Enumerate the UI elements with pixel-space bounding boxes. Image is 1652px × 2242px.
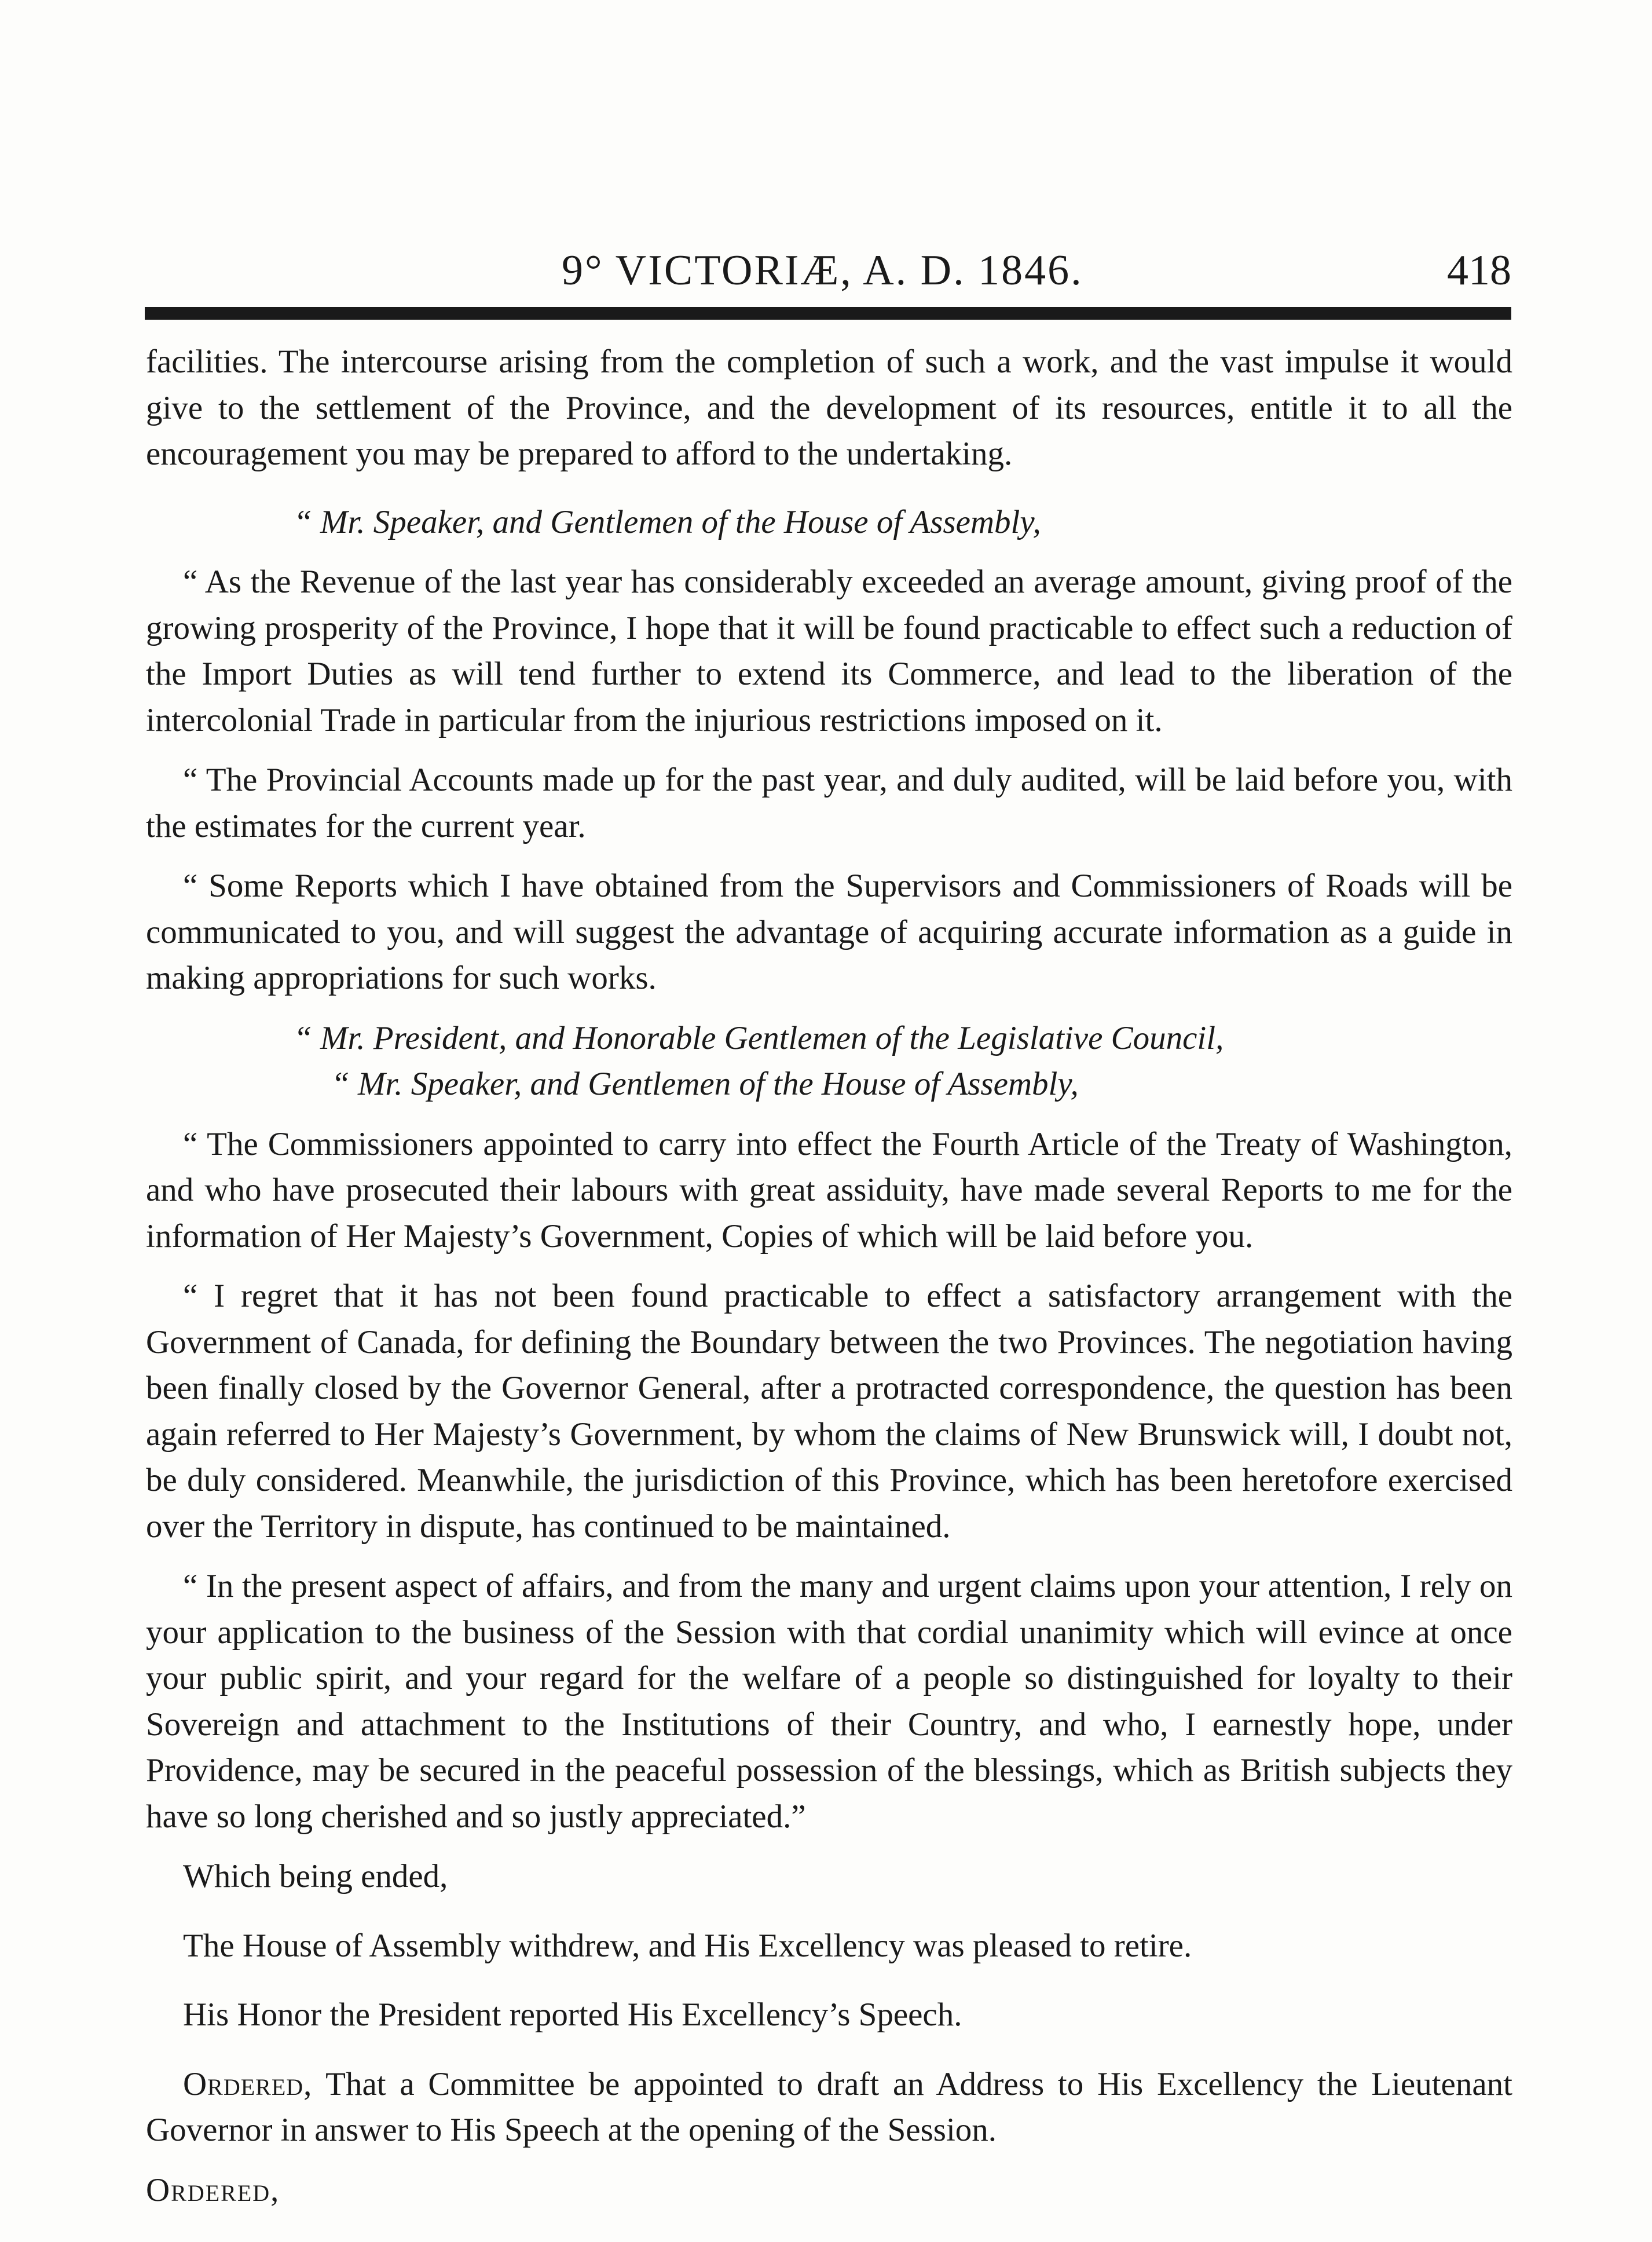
paragraph-house-withdrew: The House of Assembly withdrew, and His Excellency was pleased to retire.: [183, 1927, 1192, 1964]
paragraph-conclusion: “ In the present aspect of affairs, and from the many and urgent claims upon your attention, I rely on your application to the business of the Session with that cordial unanimity which will evince at once your public spirit, and your regard for the welfare of a people so distinguished for loyalty to their Sovereign and attachment to the Institutions of their Country, and who, I earnestly hope, under Providence, may be secured in the peaceful possession of the blessings, which as British subjects they have so long cherished and so justly appreciated.”: [146, 1568, 1512, 1835]
paragraph-president-reported: His Honor the President reported His Excellency’s Speech.: [183, 1996, 962, 2033]
paragraph-ordered: [146, 2061, 1512, 2153]
catchword: Ordered,: [146, 2171, 280, 2208]
address-speaker: “ Mr. Speaker, and Gentlemen of the House of Assembly,: [294, 503, 1041, 540]
paragraph-accounts: “ The Provincial Accounts made up for the past year, and duly audited, will be laid before you, with the estimates for the current year.: [146, 762, 1512, 844]
paragraph-continued: facilities. The intercourse arising from the completion of such a work, and the vast impulse it would give to the settlement of the Province, and the development of its resources, entitle it to all the encouragement you may be prepared to afford to the undertaking.: [146, 343, 1512, 472]
page-number: 418: [1447, 247, 1511, 294]
paragraph-revenue: “ As the Revenue of the last year has considerably exceeded an average amount, giving proof of the growing prosperity of the Province, I hope that it will be found practicable to effect such a reduction of the Import Duties as will tend further to extend its Commerce, and lead to the liberation of the intercolonial Trade in particular from the injurious restrictions imposed on it.: [146, 564, 1512, 738]
address-council-line: “ Mr. President, and Honorable Gentlemen of the Legislative Council,: [294, 1019, 1224, 1056]
paragraph-boundary: “ I regret that it has not been found practicable to effect a satisfactory arrangement with the Government of Canada, for defining the Boundary between the two Provinces. The negotiation having been finally closed by the Governor General, after a protracted correspondence, the question has been again referred to Her Majesty’s Government, by whom the claims of New Brunswick will, I doubt not, be duly considered. Meanwhile, the jurisdiction of this Province, which has been heretofore exercised over the Territory in dispute, has continued to be maintained.: [146, 1278, 1512, 1545]
page-header: [145, 246, 1511, 298]
paragraph-which-being-ended: Which being ended,: [183, 1858, 448, 1894]
running-head: 9° VICTORIÆ, A. D. 1846.: [562, 247, 1083, 294]
ordered-lead: Ordered,: [183, 2065, 313, 2102]
paragraph-commissioners: “ The Commissioners appointed to carry into effect the Fourth Article of the Treaty of Washington, and who have prosecuted their labours with great assiduity, have made several Reports to me for the information of Her Majesty’s Government, Copies of which will be laid before you.: [146, 1125, 1512, 1255]
body-text: [146, 339, 1512, 2227]
address-both-houses: [146, 1015, 1512, 1107]
ordered-text: That a Committee be appointed to draft an Address to His Excellency the Lieutenant Governor in answer to His Speech at the opening of the Session.: [146, 2065, 1512, 2148]
paragraph-reports: “ Some Reports which I have obtained from the Supervisors and Commissioners of Roads will be communicated to you, and will suggest the advantage of acquiring accurate information as a guide in making appropriations for such works.: [146, 868, 1512, 996]
address-assembly-line: “ Mr. Speaker, and Gentlemen of the House of Assembly,: [331, 1066, 1079, 1102]
header-rule: [145, 307, 1511, 320]
